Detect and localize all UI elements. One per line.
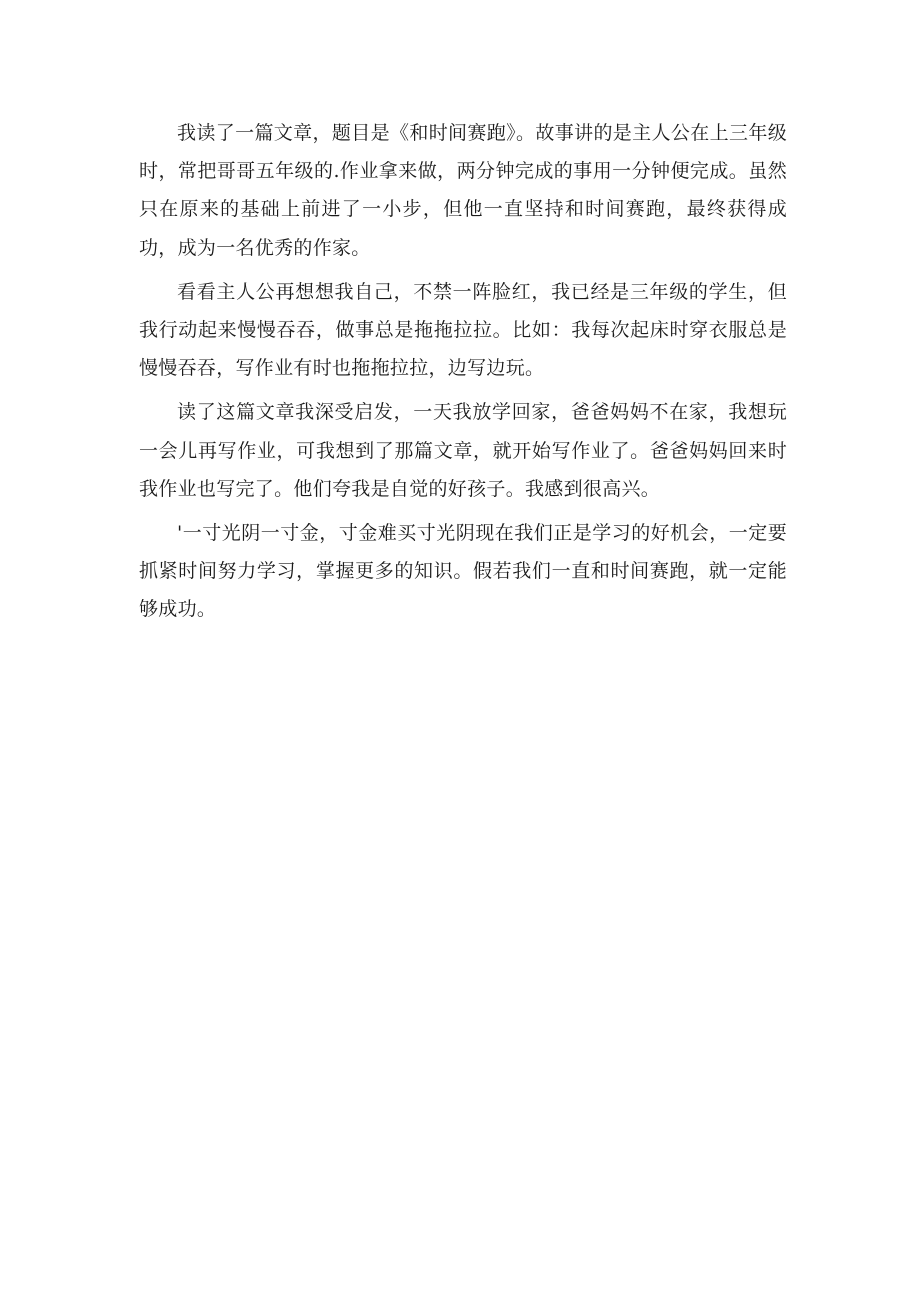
paragraph-3: 读了这篇文章我深受启发，一天我放学回家，爸爸妈妈不在家，我想玩一会儿再写作业，可我想到了那篇文章，就开始写作业了。爸爸妈妈回来时我作业也写完了。他们夸我是自觉的好孩子。我感到很高兴。 [139,401,787,500]
paragraph-2: 看看主人公再想想我自己，不禁一阵脸红，我已经是三年级的学生，但我行动起来慢慢吞吞，做事总是拖拖拉拉。比如：我每次起床时穿衣服总是慢慢吞吞，写作业有时也拖拖拉拉，边写边玩。 [139,280,787,380]
paragraph-4: '一寸光阴一寸金，寸金难买寸光阴现在我们正是学习的好机会，一定要抓紧时间努力学习，掌握更多的知识。假若我们一直和时间赛跑，就一定能够成功。 [139,522,787,621]
document-body [139,114,787,635]
paragraph-1: 我读了一篇文章，题目是《和时间赛跑》。故事讲的是主人公在上三年级时，常把哥哥五年级的.作业拿来做，两分钟完成的事用一分钟便完成。虽然只在原来的基础上前进了一小步，但他一直坚持和时间赛跑，最终获得成功，成为一名优秀的作家。 [139,122,787,259]
